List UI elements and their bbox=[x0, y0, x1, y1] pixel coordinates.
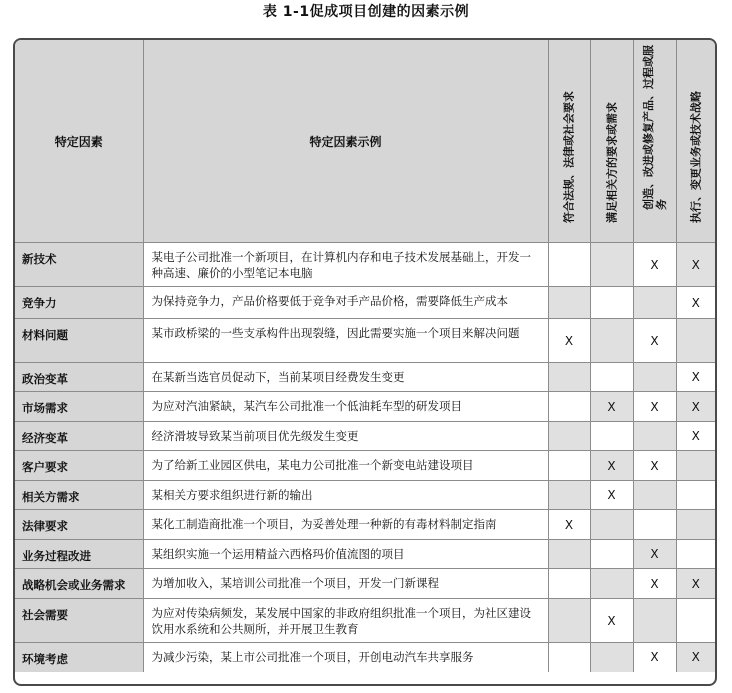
mark-cell: X bbox=[676, 422, 715, 451]
table-row bbox=[15, 481, 715, 510]
example-cell: 某化工制造商批准一个项目，为妥善处理一种新的有毒材料制定指南 bbox=[143, 510, 548, 540]
header-row bbox=[15, 40, 715, 243]
mark-cell: X bbox=[590, 451, 633, 481]
mark-cell bbox=[590, 243, 633, 287]
mark-cell bbox=[548, 363, 590, 392]
example-cell: 某相关方要求组织进行新的输出 bbox=[143, 481, 548, 510]
header-category-label: 执行、变更业务或技术战略 bbox=[689, 91, 703, 223]
table-title: 表 1-1促成项目创建的因素示例 bbox=[262, 4, 470, 20]
mark-cell: X bbox=[676, 643, 715, 672]
mark-cell bbox=[548, 599, 590, 643]
mark-cell: X bbox=[633, 243, 676, 287]
mark-cell bbox=[633, 287, 676, 319]
mark-cell bbox=[548, 643, 590, 672]
mark-cell: X bbox=[633, 643, 676, 672]
header-category-label: 满足相关方的要求或需求 bbox=[605, 102, 618, 223]
mark-cell bbox=[548, 451, 590, 481]
mark-cell bbox=[676, 599, 715, 643]
header-category-product bbox=[633, 40, 676, 243]
mark-cell bbox=[548, 287, 590, 319]
mark-cell: X bbox=[633, 451, 676, 481]
mark-cell bbox=[590, 643, 633, 672]
mark-cell bbox=[590, 287, 633, 319]
mark-cell: X bbox=[548, 510, 590, 540]
factors-table bbox=[15, 40, 715, 672]
mark-cell: X bbox=[676, 363, 715, 392]
header-category-label: 创造、改进或修复产品、过程或服务 bbox=[641, 45, 668, 210]
table-row bbox=[15, 392, 715, 422]
mark-cell bbox=[676, 510, 715, 540]
mark-cell bbox=[590, 569, 633, 599]
mark-cell: X bbox=[633, 392, 676, 422]
table-row bbox=[15, 540, 715, 569]
header-category-stakeholder bbox=[590, 40, 633, 243]
factor-cell: 经济变革 bbox=[15, 422, 143, 451]
table-row bbox=[15, 243, 715, 287]
mark-cell bbox=[590, 422, 633, 451]
mark-cell: X bbox=[590, 392, 633, 422]
example-cell: 某电子公司批准一个新项目，在计算机内存和电子技术发展基础上，开发一种高速、廉价的小型笔记本电脑 bbox=[143, 243, 548, 287]
header-category-label: 符合法规、法律或社会要求 bbox=[562, 91, 576, 223]
factor-cell: 环境考虑 bbox=[15, 643, 143, 672]
factor-cell: 相关方需求 bbox=[15, 481, 143, 510]
mark-cell bbox=[548, 243, 590, 287]
example-cell: 在某新当选官员促动下，当前某项目经费发生变更 bbox=[143, 363, 548, 392]
example-cell: 为应对传染病频发，某发展中国家的非政府组织批准一个项目，为社区建设饮用水系统和公共厕所，并开展卫生教育 bbox=[143, 599, 548, 643]
mark-cell: X bbox=[676, 243, 715, 287]
mark-cell: X bbox=[590, 481, 633, 510]
table-row bbox=[15, 363, 715, 392]
example-cell: 为应对汽油紧缺，某汽车公司批准一个低油耗车型的研发项目 bbox=[143, 392, 548, 422]
mark-cell bbox=[590, 319, 633, 363]
factor-cell: 新技术 bbox=[15, 243, 143, 287]
mark-cell bbox=[633, 481, 676, 510]
mark-cell bbox=[590, 363, 633, 392]
table-row bbox=[15, 319, 715, 363]
example-cell: 某组织实施一个运用精益六西格玛价值流图的项目 bbox=[143, 540, 548, 569]
example-cell: 为减少污染，某上市公司批准一个项目，开创电动汽车共享服务 bbox=[143, 643, 548, 672]
mark-cell bbox=[548, 569, 590, 599]
mark-cell bbox=[676, 481, 715, 510]
table-row bbox=[15, 643, 715, 672]
mark-cell: X bbox=[633, 569, 676, 599]
mark-cell: X bbox=[676, 392, 715, 422]
mark-cell bbox=[590, 540, 633, 569]
mark-cell bbox=[633, 363, 676, 392]
mark-cell: X bbox=[633, 540, 676, 569]
example-cell: 为保持竞争力，产品价格要低于竞争对手产品价格，需要降低生产成本 bbox=[143, 287, 548, 319]
mark-cell: X bbox=[590, 599, 633, 643]
mark-cell bbox=[548, 481, 590, 510]
factor-cell: 竞争力 bbox=[15, 287, 143, 319]
header-category-compliance bbox=[548, 40, 590, 243]
factor-cell: 客户要求 bbox=[15, 451, 143, 481]
mark-cell bbox=[548, 540, 590, 569]
table-row bbox=[15, 422, 715, 451]
factors-table-frame bbox=[13, 38, 717, 686]
example-cell: 为了给新工业园区供电，某电力公司批准一个新变电站建设项目 bbox=[143, 451, 548, 481]
example-cell: 经济滑坡导致某当前项目优先级发生变更 bbox=[143, 422, 548, 451]
table-row bbox=[15, 569, 715, 599]
mark-cell bbox=[548, 392, 590, 422]
mark-cell bbox=[676, 319, 715, 363]
header-example: 特定因素示例 bbox=[143, 40, 548, 243]
factor-cell: 政治变革 bbox=[15, 363, 143, 392]
table-row bbox=[15, 451, 715, 481]
factor-cell: 战略机会或业务需求 bbox=[15, 569, 143, 599]
table-row bbox=[15, 287, 715, 319]
mark-cell bbox=[676, 540, 715, 569]
mark-cell bbox=[590, 510, 633, 540]
factor-cell: 社会需要 bbox=[15, 599, 143, 643]
factor-cell: 业务过程改进 bbox=[15, 540, 143, 569]
factor-cell: 市场需求 bbox=[15, 392, 143, 422]
mark-cell bbox=[548, 422, 590, 451]
example-cell: 为增加收入，某培训公司批准一个项目，开发一门新课程 bbox=[143, 569, 548, 599]
factor-cell: 法律要求 bbox=[15, 510, 143, 540]
header-factor: 特定因素 bbox=[15, 40, 143, 243]
table-body bbox=[15, 243, 715, 672]
factor-cell: 材料问题 bbox=[15, 319, 143, 363]
table-row bbox=[15, 510, 715, 540]
mark-cell bbox=[676, 451, 715, 481]
mark-cell: X bbox=[633, 319, 676, 363]
mark-cell: X bbox=[676, 287, 715, 319]
mark-cell bbox=[633, 422, 676, 451]
mark-cell: X bbox=[676, 569, 715, 599]
mark-cell: X bbox=[548, 319, 590, 363]
example-cell: 某市政桥梁的一些支承构件出现裂缝，因此需要实施一个项目来解决问题 bbox=[143, 319, 548, 363]
mark-cell bbox=[633, 599, 676, 643]
header-category-strategy bbox=[676, 40, 715, 243]
mark-cell bbox=[633, 510, 676, 540]
table-row bbox=[15, 599, 715, 643]
